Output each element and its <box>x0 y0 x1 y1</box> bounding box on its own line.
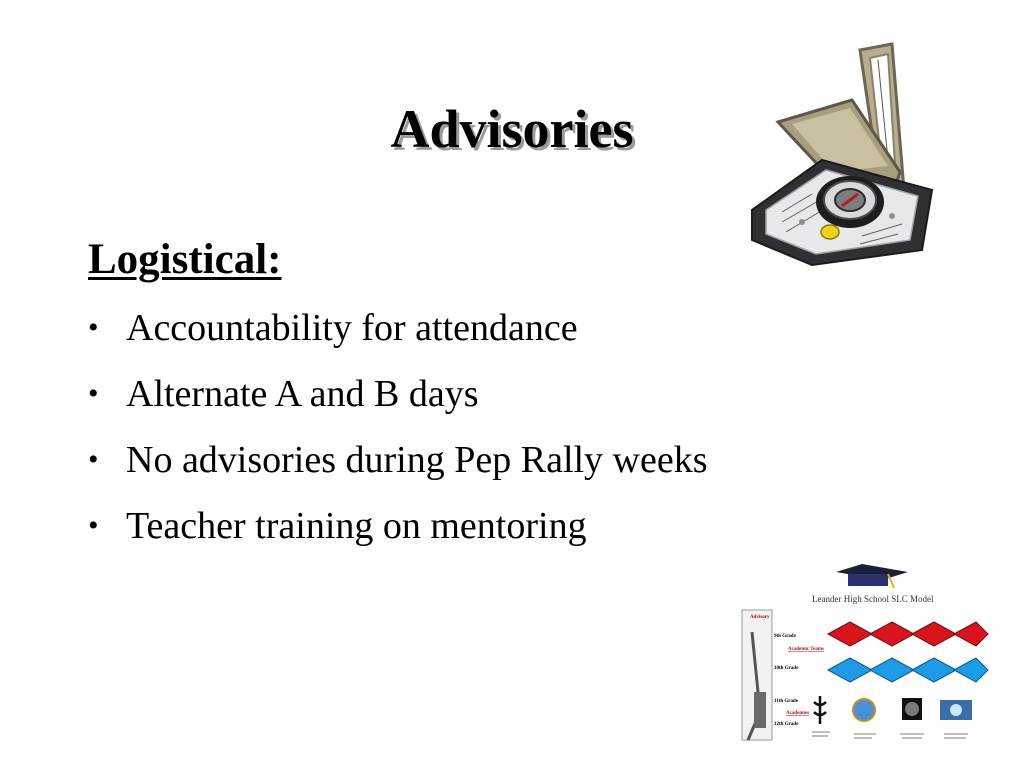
medical-caduceus-icon <box>814 696 826 724</box>
bullet-icon: • <box>88 311 99 344</box>
arts-icon-detail <box>905 702 919 716</box>
bullet-icon: • <box>88 443 99 476</box>
grade-9-label: 9th Grade <box>774 634 796 639</box>
graduation-cap-icon <box>836 564 908 588</box>
grade-11-label: 11th Grade <box>774 699 799 704</box>
academy-captions <box>812 732 968 738</box>
bullet-icon: • <box>88 377 99 410</box>
advisory-label: Advisory <box>750 615 770 620</box>
ninth-grade-teams <box>828 622 988 646</box>
bullet-text: Alternate A and B days <box>126 373 479 415</box>
compass-base <box>752 160 932 265</box>
bullet-list <box>88 306 708 570</box>
bullet-item <box>88 372 708 438</box>
business-computer-icon-detail <box>950 704 962 716</box>
slide-title: Advisories <box>390 99 634 159</box>
tenth-grade-teams <box>828 658 988 682</box>
compass-image <box>742 40 942 275</box>
bullet-icon: • <box>88 509 99 542</box>
advisory-column <box>742 610 772 740</box>
slc-model-title: Leander High School SLC Model <box>812 594 934 604</box>
academy-icons <box>814 696 972 724</box>
bullet-text: Accountability for attendance <box>126 307 578 349</box>
bullet-item <box>88 438 708 504</box>
bullet-item <box>88 504 708 570</box>
grade-12-label: 12th Grade <box>774 722 799 727</box>
bullet-text: Teacher training on mentoring <box>126 505 587 547</box>
slc-model-image <box>740 562 990 752</box>
logistical-heading: Logistical: <box>88 236 282 283</box>
engineering-icon <box>853 699 875 721</box>
grade-10-label: 10th Grade <box>774 666 799 671</box>
academic-teams-label: Academic Teams <box>788 647 824 652</box>
bullet-text: No advisories during Pep Rally weeks <box>126 439 708 481</box>
bullet-item <box>88 306 708 372</box>
academies-label: Academies <box>786 711 810 716</box>
